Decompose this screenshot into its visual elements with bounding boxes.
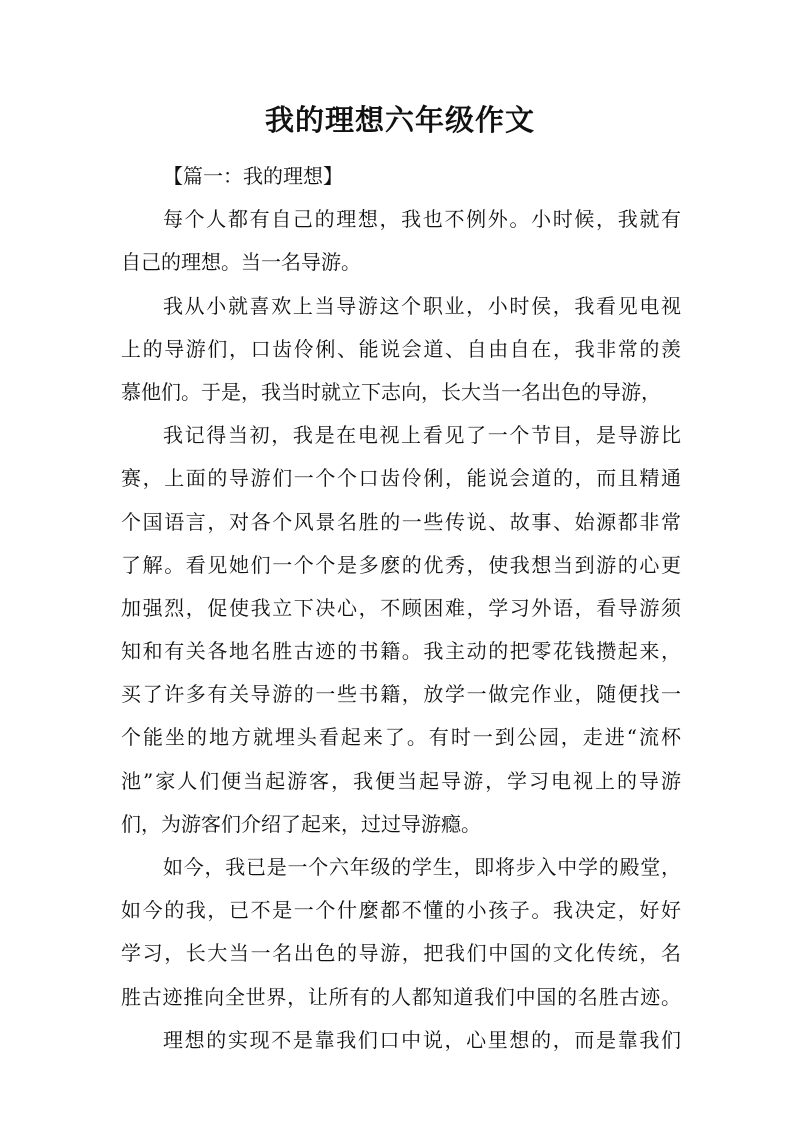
paragraph-line: 上的导游们，口齿伶俐、能说会道、自由自在，我非常的羡: [121, 336, 681, 361]
paragraph-first-line: 理想的实现不是靠我们口中说，心里想的，而是靠我们: [163, 1027, 681, 1052]
paragraph-line: 赛，上面的导游们一个个口齿伶俐，能说会道的，而且精通: [121, 466, 681, 491]
paragraph-line: 加强烈，促使我立下决心，不顾困难，学习外语，看导游须: [121, 595, 681, 620]
paragraph-line: 了解。看见她们一个个是多麽的优秀，使我想当到游的心更: [121, 552, 681, 577]
paragraph-line: 胜古迹推向全世界，让所有的人都知道我们中国的名胜古迹。: [121, 984, 681, 1009]
paragraph-first-line: 我从小就喜欢上当导游这个职业，小时侯，我看见电视: [163, 293, 681, 318]
paragraph-line: 个国语言，对各个风景名胜的一些传说、故事、始源都非常: [121, 509, 681, 534]
paragraph-line: 如今的我，已不是一个什麼都不懂的小孩子。我决定，好好: [121, 898, 681, 923]
paragraph-line: 自己的理想。当一名导游。: [121, 250, 361, 275]
paragraph-first-line: 【篇一：我的理想】: [163, 164, 343, 188]
paragraph-first-line: 我记得当初，我是在电视上看见了一个节目，是导游比: [163, 423, 681, 448]
paragraph-line: 池”家人们便当起游客，我便当起导游，学习电视上的导游: [121, 768, 681, 793]
paragraph-line: 个能坐的地方就埋头看起来了。有时一到公园，走进“流杯: [121, 725, 681, 750]
paragraph-first-line: 每个人都有自己的理想，我也不例外。小时候，我就有: [163, 207, 681, 232]
document-body: [121, 155, 681, 1062]
paragraph-line: 学习，长大当一名出色的导游，把我们中国的文化传统，名: [121, 941, 681, 966]
paragraph-line: 知和有关各地名胜古迹的书籍。我主动的把零花钱攒起来，: [121, 639, 681, 664]
paragraph-line: 慕他们。于是，我当时就立下志向，长大当一名出色的导游，: [121, 379, 661, 404]
paragraph-line: 们，为游客们介绍了起来，过过导游瘾。: [121, 811, 481, 836]
document-title: 我的理想六年级作文: [264, 103, 535, 137]
paragraph-first-line: 如今，我已是一个六年级的学生，即将步入中学的殿堂，: [163, 855, 681, 879]
paragraph-line: 买了许多有关导游的一些书籍，放学一做完作业，随便找一: [121, 682, 681, 707]
